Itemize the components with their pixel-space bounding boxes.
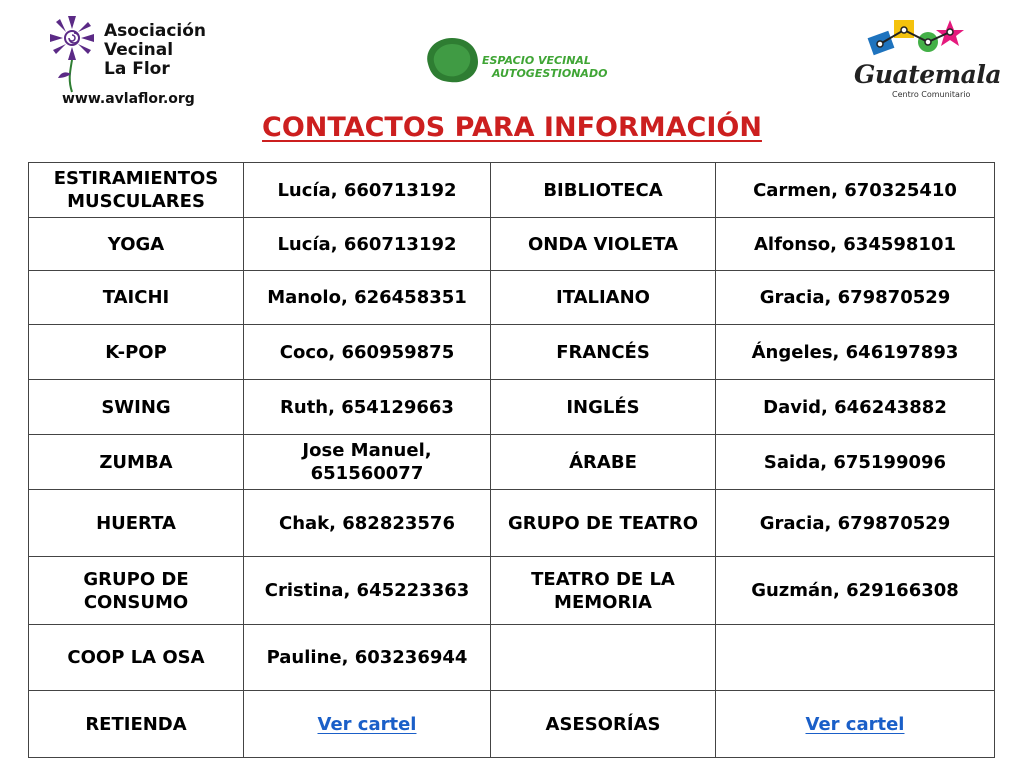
activity-cell [491, 625, 716, 691]
mid-logo-line-1: ESPACIO VECINAL [482, 54, 591, 67]
contact-cell [244, 691, 491, 758]
activity-cell: ONDA VIOLETA [491, 218, 716, 271]
contact-cell: Ruth, 654129663 [244, 380, 491, 435]
activity-cell: FRANCÉS [491, 325, 716, 380]
page-title: CONTACTOS PARA INFORMACIÓN [262, 112, 762, 143]
contact-cell: Gracia, 679870529 [716, 271, 995, 325]
table-row [29, 691, 995, 758]
contact-cell: Alfonso, 634598101 [716, 218, 995, 271]
mid-logo-line-2: AUTOGESTIONADO [492, 67, 608, 80]
contact-cell [716, 625, 995, 691]
activity-cell: TEATRO DE LA MEMORIA [491, 557, 716, 625]
table-row [29, 163, 995, 218]
activity-cell: ZUMBA [29, 435, 244, 490]
table-row [29, 271, 995, 325]
contact-cell: Gracia, 679870529 [716, 490, 995, 557]
contact-cell: Carmen, 670325410 [716, 163, 995, 218]
org-name-line-3: La Flor [104, 59, 170, 79]
guatemala-logo [852, 16, 1002, 102]
guatemala-brand: Guatemala [854, 60, 1002, 89]
activity-cell: BIBLIOTECA [491, 163, 716, 218]
contact-cell: Jose Manuel, 651560077 [244, 435, 491, 490]
guatemala-subtitle: Centro Comunitario [892, 90, 971, 99]
colored-shapes-icon [866, 16, 966, 62]
org-name-line-1: Asociación [104, 21, 207, 41]
table-row [29, 325, 995, 380]
activity-cell: GRUPO DE CONSUMO [29, 557, 244, 625]
activity-cell: INGLÉS [491, 380, 716, 435]
activity-cell: YOGA [29, 218, 244, 271]
activity-cell: TAICHI [29, 271, 244, 325]
contact-cell: Lucía, 660713192 [244, 163, 491, 218]
contact-cell: Lucía, 660713192 [244, 218, 491, 271]
contact-cell: David, 646243882 [716, 380, 995, 435]
contact-cell: Saida, 675199096 [716, 435, 995, 490]
flower-icon [48, 14, 100, 94]
ver-cartel-link-asesorias[interactable]: Ver cartel [805, 713, 905, 735]
activity-cell: ESTIRAMIENTOS MUSCULARES [29, 163, 244, 218]
contact-cell: Manolo, 626458351 [244, 271, 491, 325]
contact-cell: Pauline, 603236944 [244, 625, 491, 691]
activity-cell: HUERTA [29, 490, 244, 557]
espacio-vecinal-logo [422, 34, 612, 88]
contact-cell: Guzmán, 629166308 [716, 557, 995, 625]
website-url[interactable]: www.avlaflor.org [62, 91, 195, 107]
contact-cell: Cristina, 645223363 [244, 557, 491, 625]
activity-cell: RETIENDA [29, 691, 244, 758]
table-row [29, 380, 995, 435]
activity-cell: SWING [29, 380, 244, 435]
table-row [29, 218, 995, 271]
activity-cell: ITALIANO [491, 271, 716, 325]
table-row [29, 435, 995, 490]
activity-cell: COOP LA OSA [29, 625, 244, 691]
green-blob-icon [422, 34, 482, 86]
activity-cell: ASESORÍAS [491, 691, 716, 758]
table-row [29, 557, 995, 625]
contacts-table [28, 162, 995, 758]
ver-cartel-link-retienda[interactable]: Ver cartel [317, 713, 417, 735]
contact-cell: Ángeles, 646197893 [716, 325, 995, 380]
contact-cell: Coco, 660959875 [244, 325, 491, 380]
activity-cell: GRUPO DE TEATRO [491, 490, 716, 557]
contact-cell: Chak, 682823576 [244, 490, 491, 557]
table-row [29, 490, 995, 557]
activity-cell: K-POP [29, 325, 244, 380]
page-title-wrapper [0, 112, 1024, 143]
activity-cell: ÁRABE [491, 435, 716, 490]
table-row [29, 625, 995, 691]
org-name-line-2: Vecinal [104, 40, 174, 60]
asociacion-vecinal-logo [48, 14, 218, 110]
contact-cell [716, 691, 995, 758]
